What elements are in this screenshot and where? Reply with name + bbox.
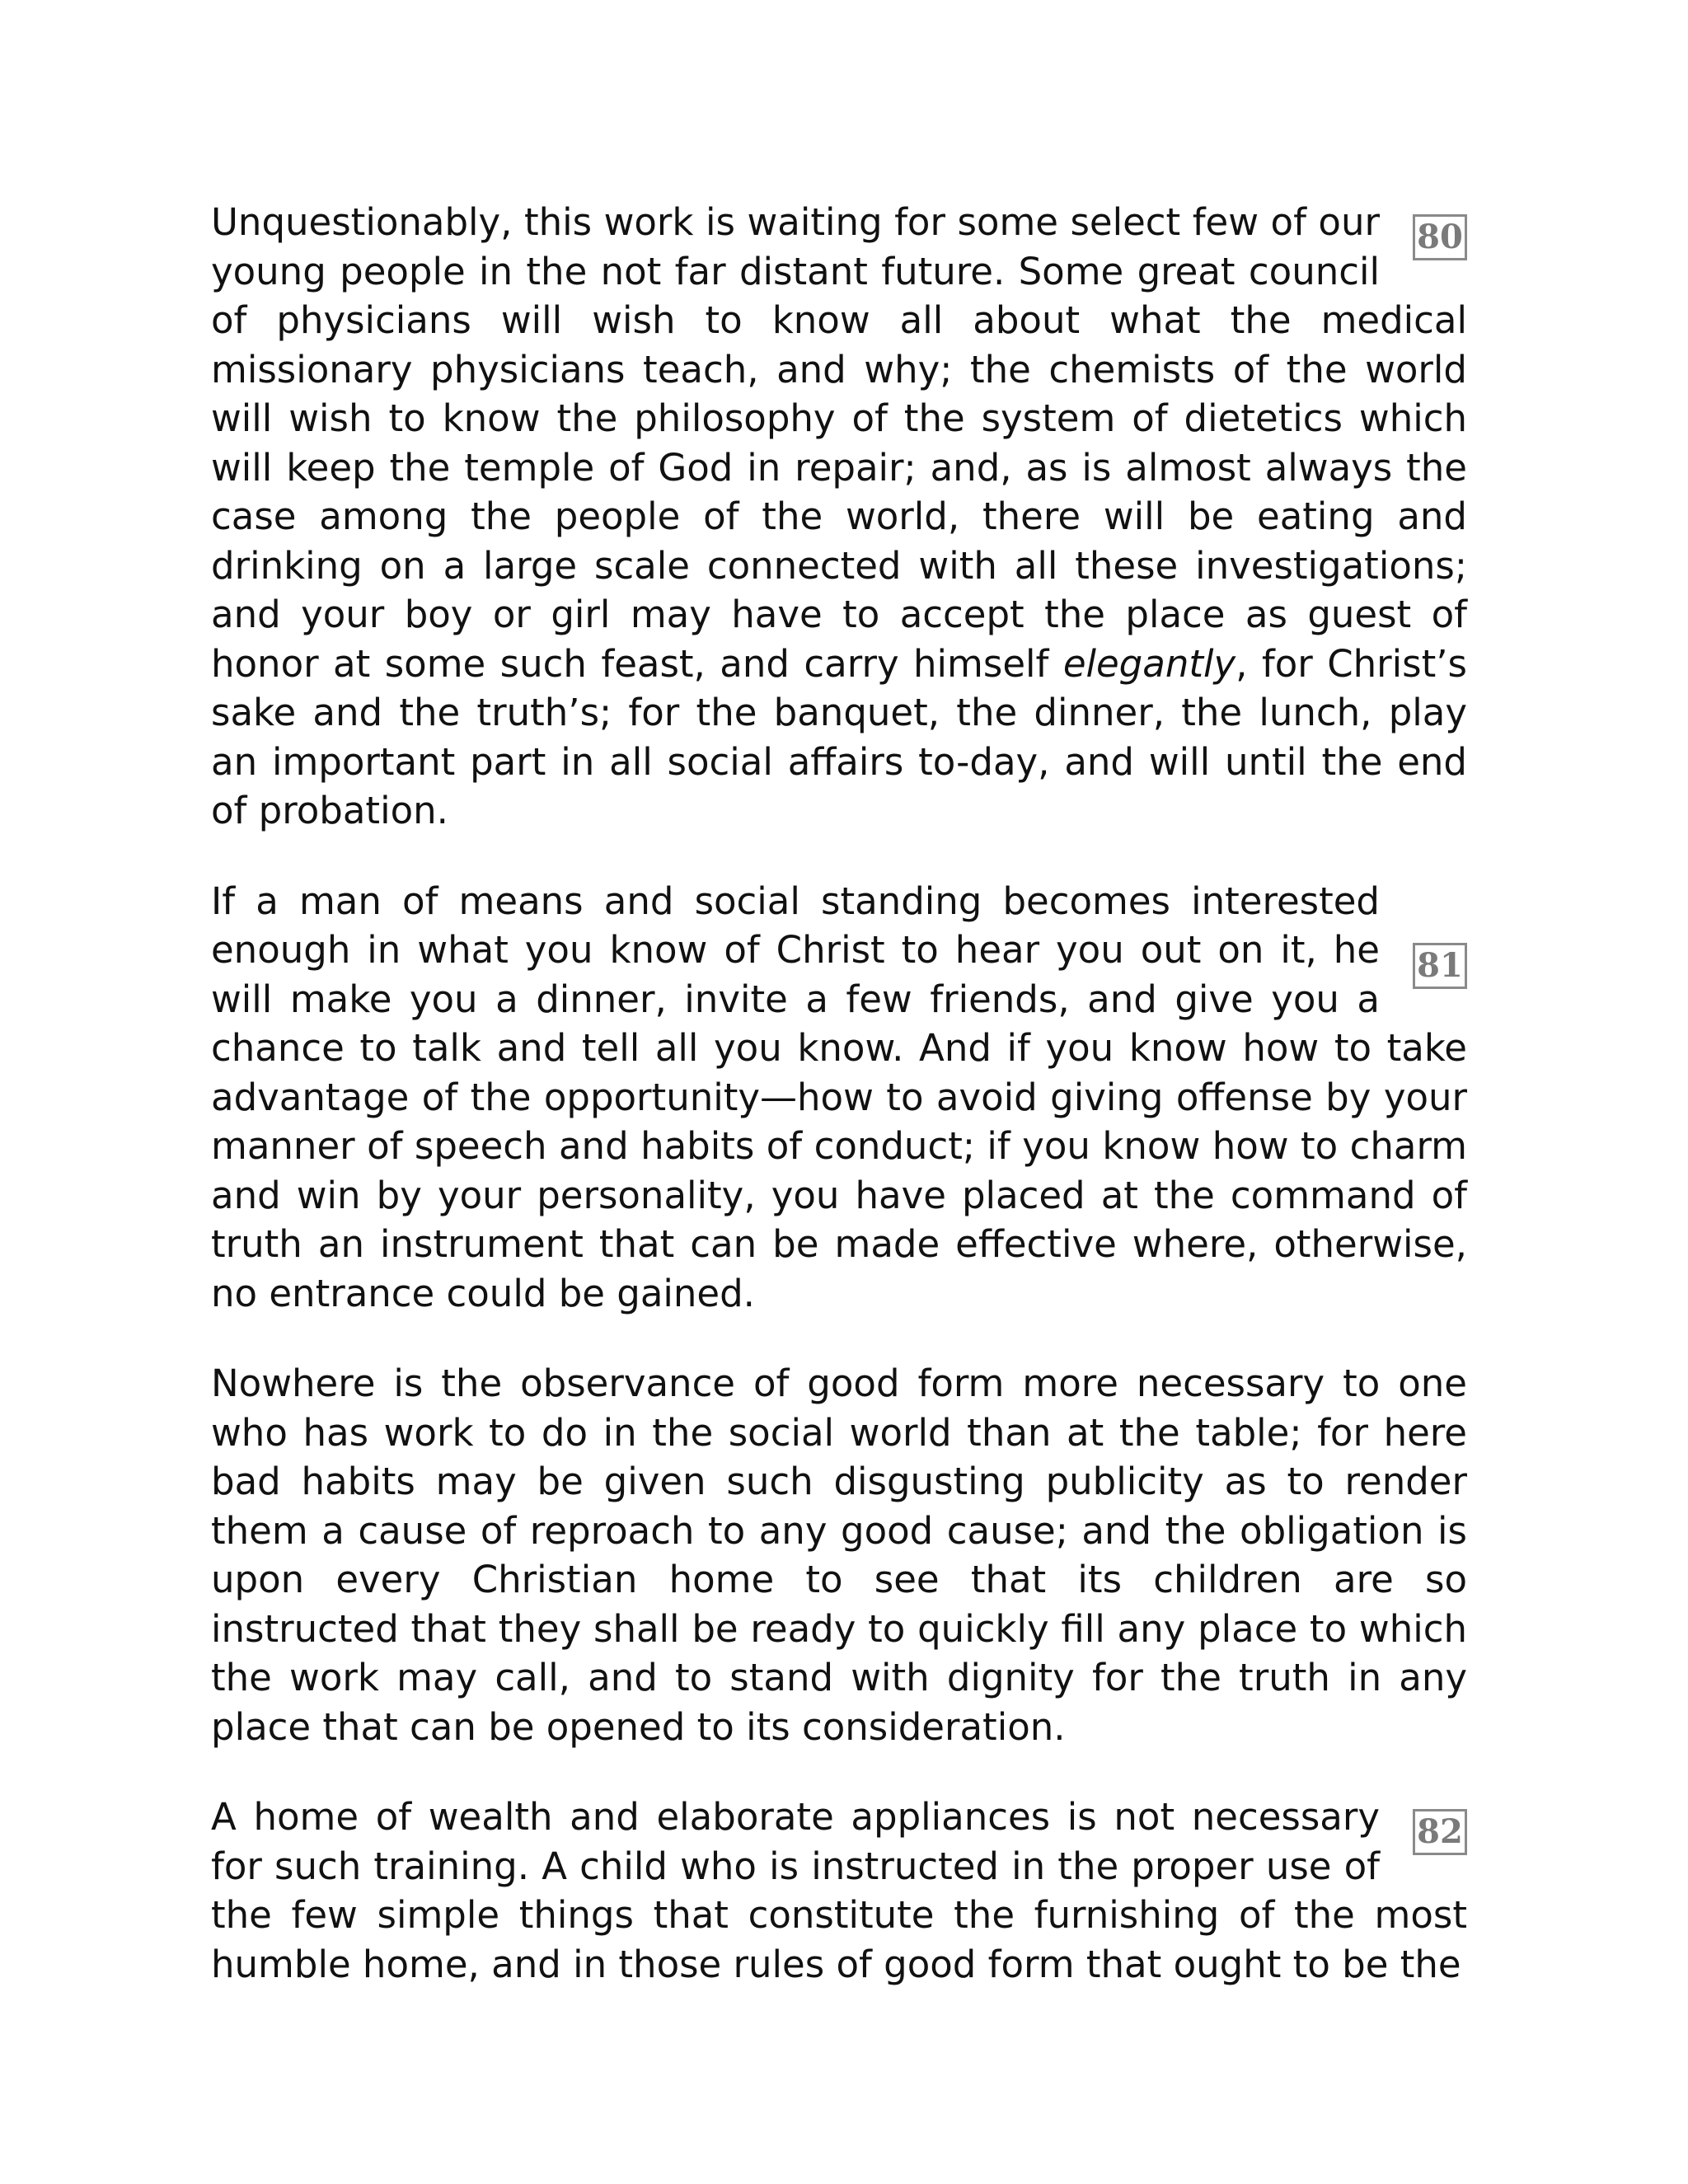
paragraph-1-text-start: Unquestionably, this work is waiting for some select few of our young people in the not far distant future. Some great council of physicians will wish to know all about what the medical missionary physicians teach, and why; the chemists of the world will wish to know the philosophy of the system of dietetics which will keep the temple of God in repair; and, as is almost always the case among the people of the world, there will be eating and drinking on a large scale connected with all these investigations; and your boy or girl may have to accept the place as guest of honor at some such feast, and carry himself	[211, 200, 1467, 686]
page-marker-81: 81	[1413, 943, 1467, 989]
paragraph-3	[211, 1359, 1467, 1751]
paragraph-4-text: A home of wealth and elaborate appliances is not necessary for such training. A child who is instructed in the proper use of the few simple things that constitute the furnishing of the most humble home, and in those rules of good form that ought to be the	[211, 1795, 1467, 1986]
page-marker-82: 82	[1413, 1809, 1467, 1855]
paragraph-1-text-end: , for Christ’s sake and the truth’s; for the banquet, the dinner, the lunch, play an important part in all social affairs to-day, and will until the end of probation.	[211, 641, 1467, 832]
paragraph-3-text: Nowhere is the observance of good form more necessary to one who has work to do in the social world than at the table; for here bad habits may be given such disgusting publicity as to render them a cause of reproach to any good cause; and the obligation is upon every Christian home to see that its children are so instructed that they shall be ready to quickly fill any place to which the work may call, and to stand with dignity for the truth in any place that can be opened to its consideration.	[211, 1361, 1467, 1749]
paragraph-4	[211, 1793, 1467, 1989]
text-column	[211, 198, 1467, 2030]
emphasis-elegantly: elegantly	[1062, 641, 1236, 686]
paragraph-2-text: If a man of means and social standing becomes interested enough in what you know of Christ to hear you out on it, he will make you a dinner, invite a few friends, and give you a chance to talk and tell all you know. And if you know how to take advantage of the opportunity—how to avoid giving offense by your manner of speech and habits of conduct; if you know how to charm and win by your personality, you have placed at the command of truth an instrument that can be made effective where, otherwise, no entrance could be gained.	[211, 879, 1467, 1315]
paragraph-1	[211, 198, 1467, 836]
page-marker-80: 80	[1413, 214, 1467, 260]
paragraph-2	[211, 877, 1467, 1319]
